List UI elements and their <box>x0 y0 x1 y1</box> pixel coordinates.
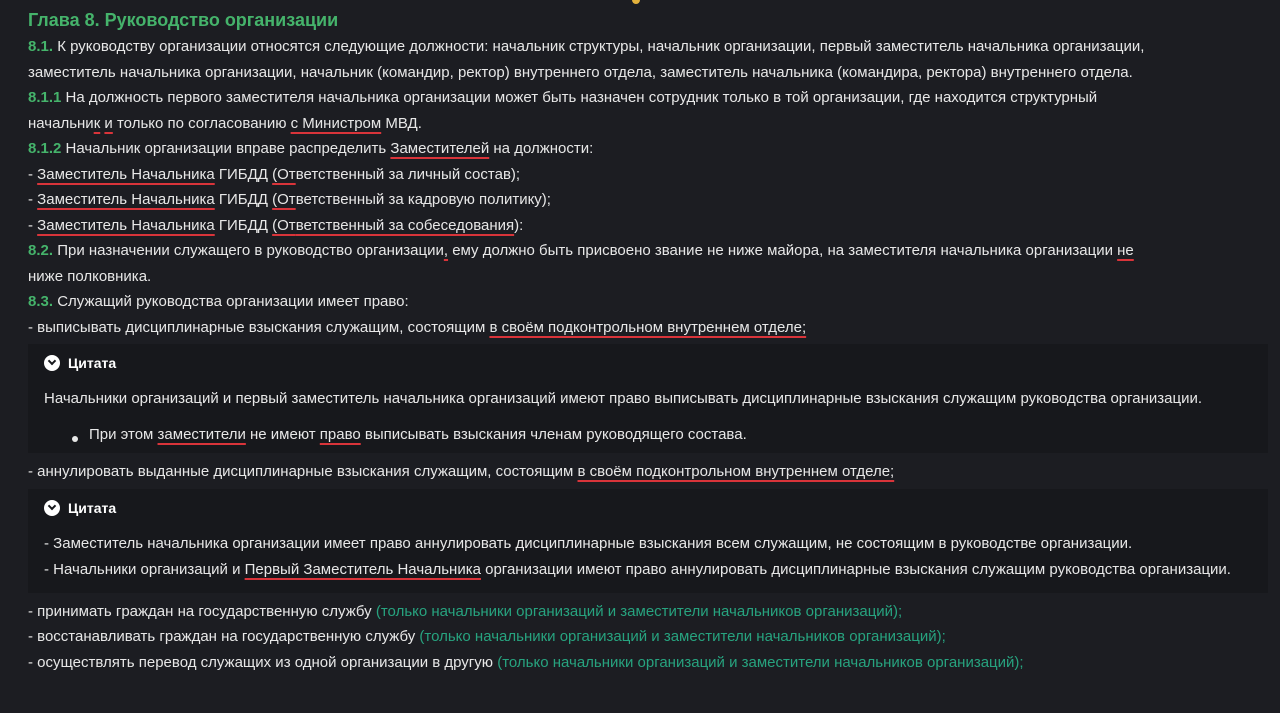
section-number: 8.1. <box>28 38 54 55</box>
scroll-marker <box>632 0 640 4</box>
section-number: 8.3. <box>28 293 54 310</box>
underlined-fragment: Заместителей <box>390 140 490 157</box>
text-fragment: - Начальники организаций и <box>44 560 245 578</box>
text-fragment: ветственный за кадровую политику); <box>295 191 551 208</box>
text-fragment: ГИБДД <box>214 191 273 208</box>
underlined-fragment: не <box>1117 242 1134 259</box>
section-8-1-2 <box>28 136 1268 162</box>
text-fragment: МВД. <box>381 114 422 132</box>
underlined-fragment: с Министром <box>290 114 382 132</box>
underlined-fragment: Первый Заместитель Начальника <box>244 560 481 578</box>
underlined-fragment: заместители <box>157 426 246 443</box>
text-fragment: начальни <box>28 114 94 132</box>
section-8-3 <box>28 289 1268 315</box>
quote-line: - Заместитель начальника организации имеет право аннулировать дисциплинарные взыскания всем служащим, не состоящим в руководстве организации. <box>44 534 1133 552</box>
text-fragment: - восстанавливать граждан на государственную службу <box>28 628 420 645</box>
text-fragment: организации имеют право аннулировать дисциплинарные взыскания служащим руководства организации. <box>480 560 1231 578</box>
section-8-2-cont: ниже полковника. <box>28 267 152 285</box>
right-accept <box>28 599 1268 625</box>
role-note: (только начальники организаций и заместители начальников организаций); <box>497 653 1024 671</box>
section-text: К руководству организации относятся следующие должности: начальник структуры, начальник организации, первый заместитель начальника организации, <box>53 38 1145 55</box>
section-8-1-1-cont <box>28 111 1268 137</box>
text-fragment: При этом <box>89 426 158 443</box>
role-note: (только начальники организаций и заместители начальников организаций); <box>419 628 946 645</box>
text-fragment: на должности: <box>489 140 594 157</box>
underlined-fragment: и <box>104 114 113 132</box>
section-8-1-1 <box>28 85 1268 111</box>
quote-line <box>44 557 1252 583</box>
underlined-fragment: к <box>93 114 101 132</box>
section-text: Служащий руководства организации имеет право: <box>53 293 409 310</box>
quote-toggle[interactable] <box>44 352 1252 374</box>
chevron-down-icon[interactable] <box>44 500 60 516</box>
right-restore <box>28 624 1268 650</box>
quote-text: Начальники организаций и первый заместитель начальника организаций имеют право выписывать дисциплинарные взыскания служащим руководства организации. <box>44 390 1203 407</box>
text-fragment: выписывать взыскания членам руководящего состава. <box>360 426 747 443</box>
quote-bullet <box>44 426 1252 443</box>
text-fragment: - осуществлять перевод служащих из одной организации в другую <box>28 653 498 671</box>
text-fragment: - принимать граждан на государственную службу <box>28 602 376 620</box>
text-fragment: Начальник организации вправе распределить <box>61 140 391 157</box>
chevron-down-icon[interactable] <box>44 355 60 371</box>
role-note: (только начальники организаций и заместители начальников организаций); <box>375 602 903 620</box>
quote-block <box>28 344 1268 453</box>
quote-toggle[interactable] <box>44 497 1252 519</box>
underlined-fragment: , <box>443 242 449 259</box>
text-fragment: только по согласованию <box>112 114 291 132</box>
right-discipline <box>28 315 1268 341</box>
underlined-fragment: Заместитель Начальника <box>37 165 215 183</box>
text-fragment: не имеют <box>245 426 320 443</box>
text-fragment: При назначении служащего в руководство организации <box>53 242 444 259</box>
section-8-1 <box>28 34 1268 60</box>
underlined-fragment: Заместитель Начальника <box>37 191 215 208</box>
underlined-fragment: в своём подконтрольном внутреннем отделе; <box>577 463 895 480</box>
text-fragment: ГИБДД <box>214 216 273 234</box>
text-fragment: - аннулировать выданные дисциплинарные взыскания служащим, состоящим <box>28 463 578 480</box>
document-body <box>28 8 1268 675</box>
section-8-1-cont: заместитель начальника организации, начальник (командир, ректор) внутреннего отдела, заместитель начальника (командира, ректора) внутреннего отдела. <box>28 63 1133 81</box>
bullet-text <box>89 426 747 443</box>
quote-title: Цитата <box>68 355 117 371</box>
text-fragment: - выписывать дисциплинарные взыскания служащим, состоящим <box>28 318 490 336</box>
deputy-line <box>28 187 1268 213</box>
chapter-title: Глава 8. Руководство организации <box>28 10 339 30</box>
underlined-fragment: право <box>319 426 361 443</box>
right-annul <box>28 459 1268 485</box>
underlined-fragment: Заместитель Начальника <box>37 216 215 234</box>
deputy-line <box>28 213 1268 239</box>
quote-title: Цитата <box>68 499 117 516</box>
section-text: На должность первого заместителя начальника организации может быть назначен сотрудник только в той организации, где находится структурный <box>61 89 1098 106</box>
deputy-line <box>28 162 1268 188</box>
underlined-fragment: (От <box>272 191 296 208</box>
text-fragment: ): <box>514 216 524 234</box>
underlined-fragment: (От <box>272 216 296 234</box>
quote-block <box>28 489 1268 593</box>
right-transfer <box>28 650 1268 676</box>
underlined-fragment: (От <box>272 165 296 183</box>
quote-text <box>44 531 1252 583</box>
text-fragment: ветственный за личный состав); <box>295 165 521 183</box>
underlined-fragment: в своём подконтрольном внутреннем отделе; <box>489 318 807 336</box>
text-fragment: ему должно быть присвоено звание не ниже майора, на заместителя начальника организации <box>448 242 1118 259</box>
section-number: 8.2. <box>28 242 54 259</box>
dash: - <box>28 191 38 208</box>
section-8-2 <box>28 238 1268 264</box>
text-fragment: ГИБДД <box>214 165 273 183</box>
bullet-dot <box>72 436 78 442</box>
underlined-fragment: ветственный за собеседования <box>295 216 515 234</box>
section-number: 8.1.1 <box>28 89 62 106</box>
dash: - <box>28 216 38 234</box>
section-number: 8.1.2 <box>28 140 62 157</box>
dash: - <box>28 165 38 183</box>
